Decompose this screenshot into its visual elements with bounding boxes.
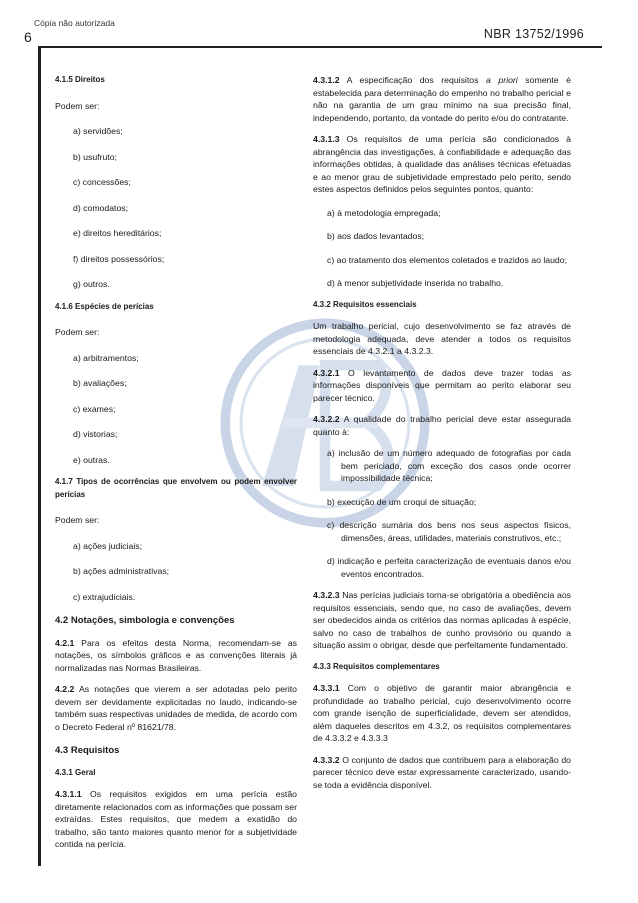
section-4-2-1	[55, 637, 297, 675]
paragraph-number: 4.3.3.2	[313, 754, 340, 765]
unauthorized-copy-stamp: Cópia não autorizada	[34, 18, 115, 28]
paragraph-text: A qualidade do trabalho pericial deve estar assegurada quanto à:	[313, 414, 571, 437]
list-item: d) à menor subjetividade inserida no trabalho.	[327, 278, 504, 288]
list-item: f) direitos possessórios;	[73, 253, 165, 264]
paragraph-number: 4.3.2.2	[313, 414, 340, 424]
paragraph-text: O conjunto de dados que contribuem para a elaboração do parecer técnico deve estar expressamente caracterizado, usando-se toda a evidência disponível.	[313, 754, 572, 790]
section-4-1-5-intro: Podem ser:	[55, 100, 100, 111]
list-item: d) indicação e perfeita caracterização de eventuais danos e/ou eventos encontrados.	[327, 556, 571, 579]
list-item: a) arbitramentos;	[73, 352, 139, 363]
paragraph-number: 4.3.2.3	[313, 590, 340, 600]
paragraph-text: Os requisitos de uma perícia são condicionados à abrangência das investigações, à confiabilidade e adequação das informações obtidas, à qualidade das análises técnicas efetuadas e ao menor grau de subjetividade emprestado pelo perito, sendo estes aspectos definidos pelos seguintes pontos, quanto:	[313, 134, 571, 194]
list-item: b) execução de um croqui de situação;	[327, 496, 477, 507]
list-item: a) inclusão de um número adequado de fotografias por cada bem periciado, com exceção dos casos onde ocorrer impossibilidade técnica;	[327, 448, 571, 483]
right-column	[313, 74, 571, 791]
section-4-3-3-2	[313, 754, 571, 792]
paragraph-text: A especificação dos requisitos	[346, 75, 479, 85]
section-4-1-7-intro: Podem ser:	[55, 515, 100, 525]
list-item: b) avaliações;	[73, 378, 127, 388]
section-4-1-7-title: 4.1.7 Tipos de ocorrências que envolvem ou podem envolver perícias	[55, 477, 297, 499]
list-item: a) servidões;	[73, 126, 123, 136]
section-4-1-5-title: 4.1.5 Direitos	[55, 75, 105, 84]
paragraph-text: Com o objetivo de garantir maior abrangência e profundidade ao trabalho pericial, cujo desenvolvimento ocorre com grande isenção de superficialidade, devem ser atendidos, além daqueles descritos em 4.3.2, os requisitos complementares de 4.3.3.2 e 4.3.3.3	[313, 683, 571, 743]
section-4-3-1-2	[313, 74, 571, 124]
list-item: c) ao tratamento dos elementos coletados e trazidos ao laudo;	[327, 254, 568, 265]
paragraph-text: O levantamento de dados deve trazer todas as informações disponíveis que permitam ao perito elaborar seu parecer técnico.	[313, 367, 571, 403]
section-4-3-1-title: 4.3.1 Geral	[55, 767, 96, 777]
section-4-3-3-1	[313, 682, 571, 745]
paragraph-number: 4.3.2.1	[313, 367, 340, 378]
list-item: b) usufruto;	[73, 151, 117, 162]
paragraph-number: 4.3.1.3	[313, 134, 340, 144]
margin-rule	[38, 46, 41, 866]
list-item: c) concessões;	[73, 177, 131, 187]
list-item: c) extrajudiciais.	[73, 591, 136, 602]
list-item: d) vistorias;	[73, 429, 118, 439]
paragraph-number: 4.3.1.1	[55, 789, 82, 799]
section-4-3-2-2	[313, 413, 571, 438]
section-4-3-2-1	[313, 367, 571, 405]
section-4-3-2-3	[313, 589, 571, 652]
list-item: b) ações administrativas;	[73, 566, 170, 576]
section-4-3-3-title: 4.3.3 Requisitos complementares	[313, 661, 440, 671]
list-item: d) comodatos;	[73, 202, 129, 213]
page-number: 6	[24, 29, 32, 45]
list-item: e) direitos hereditários;	[73, 228, 162, 238]
section-4-3-2-text: Um trabalho pericial, cujo desenvolvimento se faz através de metodologia adequada, deve atender a todos os requisitos essenciais de 4.3.2.1 a 4.3.2.3.	[313, 321, 571, 356]
standard-code: NBR 13752/1996	[483, 27, 584, 41]
section-4-2-title: 4.2 Notações, simbologia e convenções	[55, 615, 235, 626]
list-item: c) exames;	[73, 403, 116, 414]
list-item: c) descrição sumária dos bens nos seus aspectos físicos, dimensões, áreas, utilidades, materiais construtivos, etc.;	[327, 520, 571, 543]
section-4-2-2	[55, 683, 297, 733]
paragraph-text: somente é estabelecida para determinação do empenho no trabalho pericial e não na garantia de um grau mínimo na sua precisão final, independendo, portanto, da vontade do perito e/ou do contratante.	[313, 75, 572, 123]
italic-term: a priori	[486, 75, 518, 85]
header-rule	[40, 46, 602, 48]
paragraph-number: 4.2.1	[55, 637, 75, 648]
section-4-1-6-title: 4.1.6 Espécies de perícias	[55, 301, 154, 311]
list-item: a) à metodologia empregada;	[327, 207, 441, 218]
list-item: g) outros.	[73, 279, 110, 289]
section-4-3-1-3	[313, 133, 571, 196]
paragraph-number: 4.3.1.2	[313, 75, 340, 85]
section-4-3-1-1	[55, 788, 297, 851]
paragraph-number: 4.3.3.1	[313, 683, 340, 693]
paragraph-text: Os requisitos exigidos em uma perícia estão diretamente relacionados com as informações que possam ser extraídas. Estes requisitos, que medem a exatidão do trabalho, são tanto maiores quanto menor for a subjetividade contida na perícia.	[55, 789, 298, 849]
paragraph-text: Para os efeitos desta Norma, recomendam-se as notações, os símbolos gráficos e as convenções literais já normalizadas nas Normas Brasileiras.	[55, 637, 297, 673]
list-item: a) ações judiciais;	[73, 540, 143, 551]
list-item: b) aos dados levantados;	[327, 231, 425, 241]
paragraph-text: Nas perícias judiciais torna-se obrigatória a obediência aos requisitos essenciais, sendo que, no caso de avaliações, devem ser obedecidos ainda os critérios das normas aplicadas à espécie, salvo no caso de trabalhos de cunho provisório ou quando a situação assim o obrigar, desde que perfeitamente fundamentado.	[313, 590, 571, 650]
paragraph-number: 4.2.2	[55, 684, 75, 694]
list-item: e) outras.	[73, 454, 110, 465]
section-4-3-2-title: 4.3.2 Requisitos essenciais	[313, 299, 417, 309]
left-column	[55, 74, 297, 851]
section-4-3-title: 4.3 Requisitos	[55, 745, 120, 756]
paragraph-text: As notações que vierem a ser adotadas pelo perito devem ser devidamente explicitadas no laudo, indicando-se também suas respectivas unidades de medida, de acordo com o Decreto Federal nº 81621/78.	[55, 684, 298, 732]
section-4-1-6-intro: Podem ser:	[55, 327, 100, 337]
